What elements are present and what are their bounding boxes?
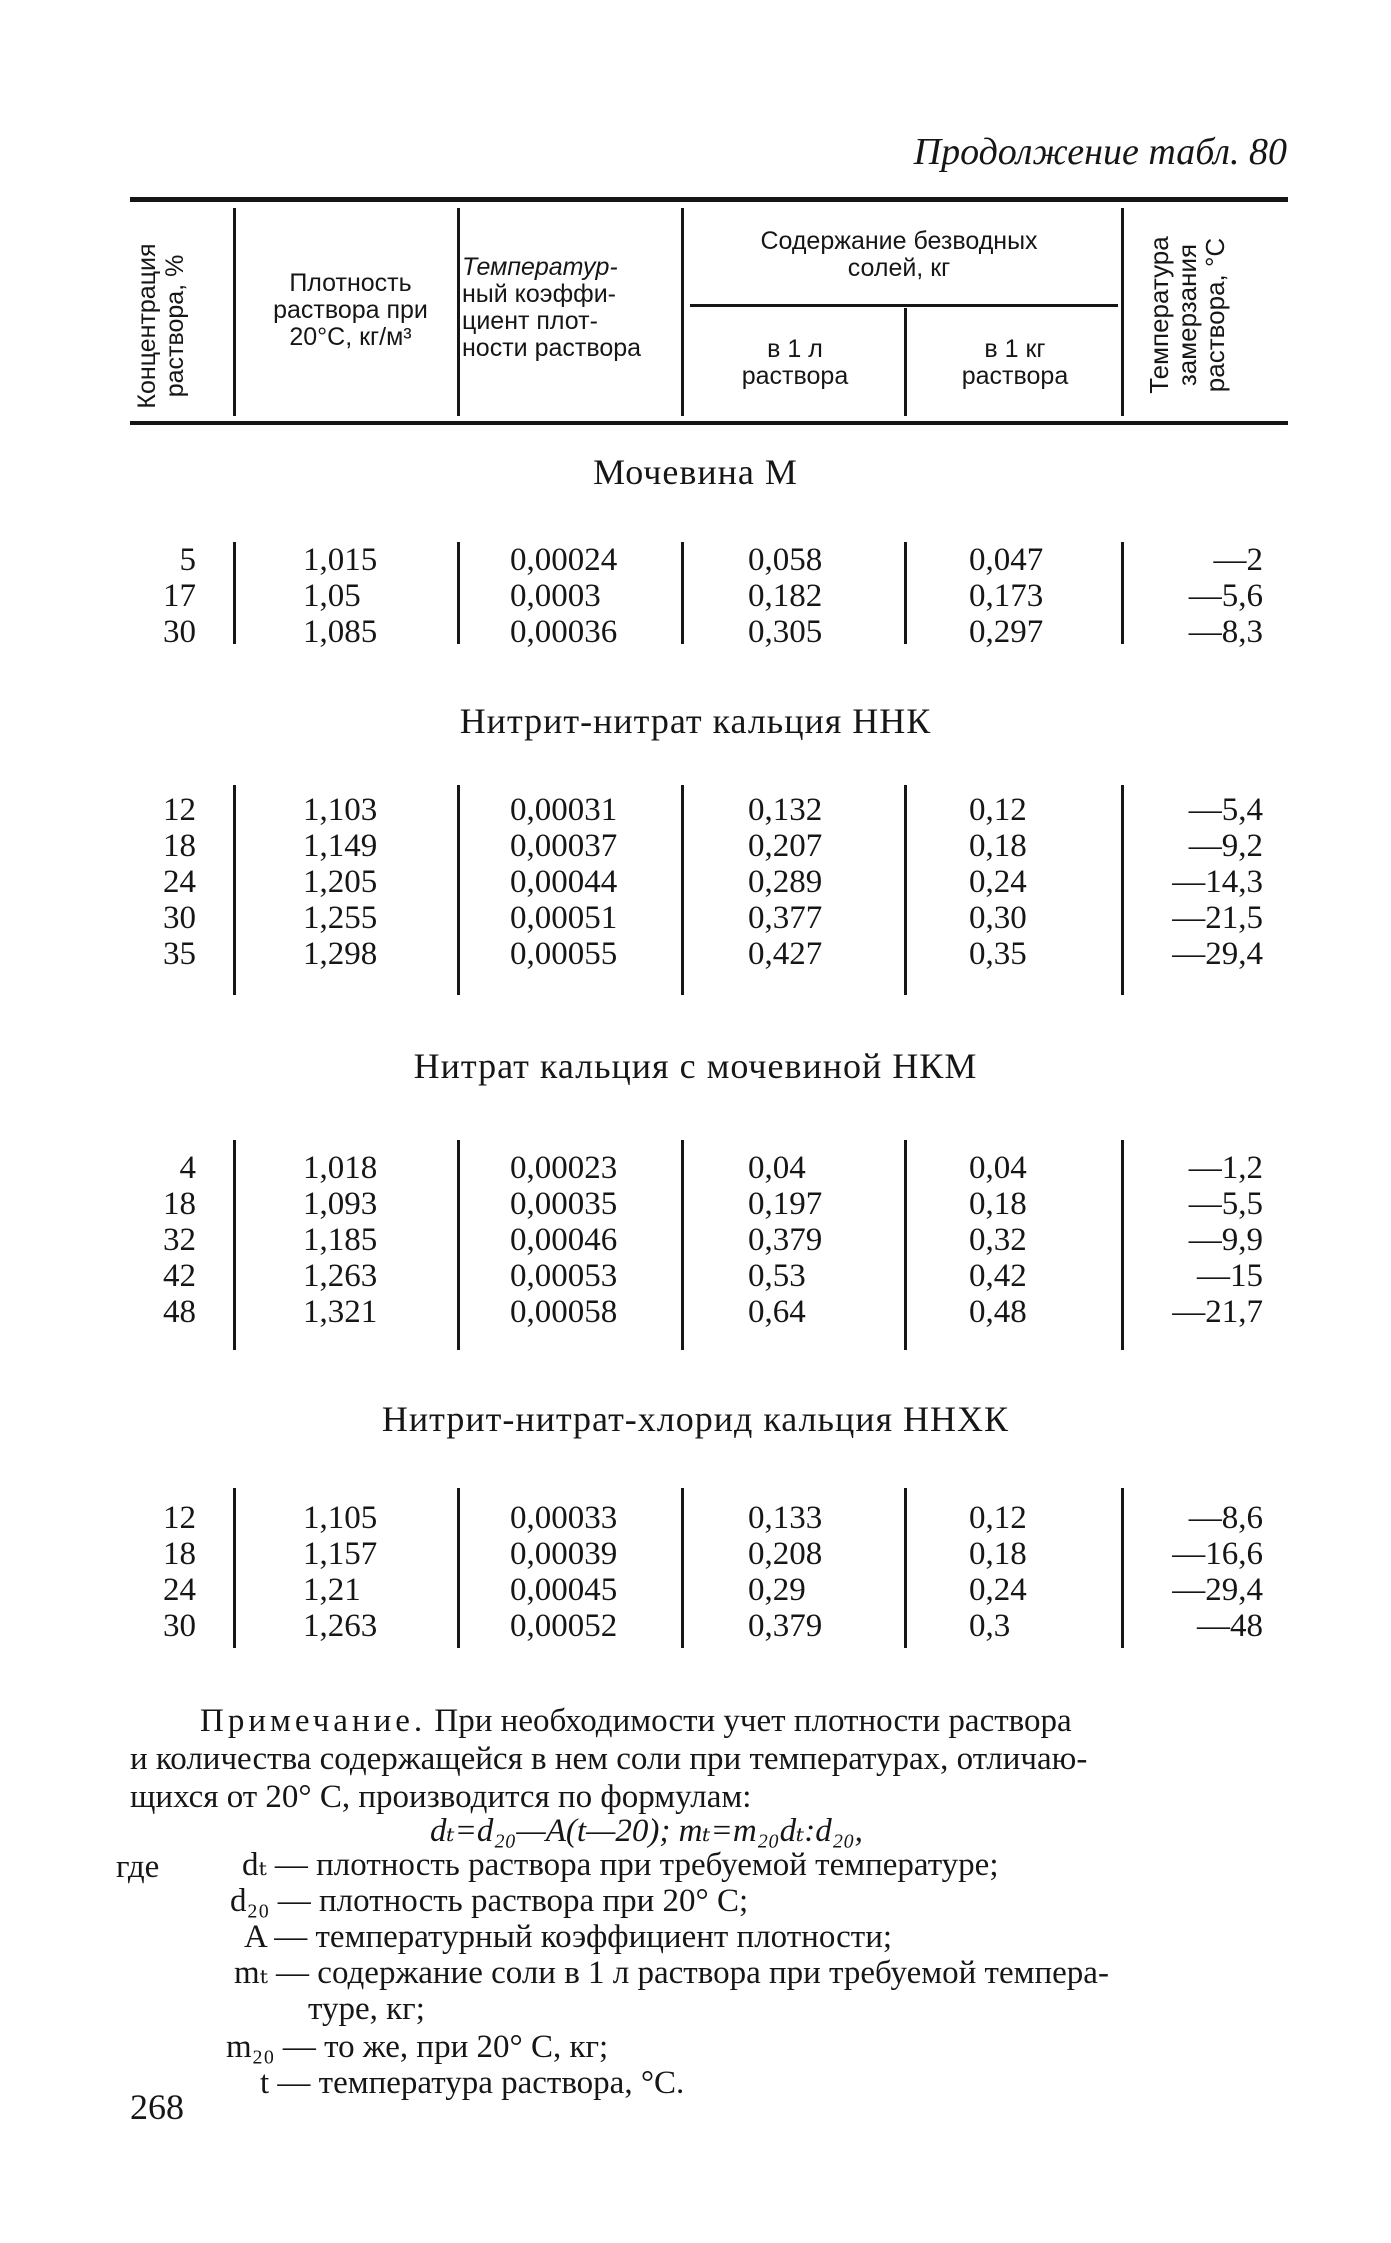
cell-temp-coefficient: 0,00023 — [510, 1150, 618, 1186]
cell-per-kg: 0,3 — [969, 1608, 1011, 1644]
cell-per-kg: 0,18 — [969, 1186, 1027, 1222]
header-temp-coefficient-line: Температур- — [462, 253, 618, 281]
header-temp-coefficient-line: ности раствора — [462, 334, 642, 362]
header-divider — [457, 208, 460, 416]
cell-freezing: —5,5 — [1188, 1186, 1263, 1222]
cell-temp-coefficient: 0,00039 — [510, 1536, 618, 1572]
cell-density: 1,321 — [303, 1294, 378, 1330]
cell-temp-coefficient: 0,00058 — [510, 1294, 618, 1330]
page-number: 268 — [130, 2087, 184, 2127]
cell-per-liter: 0,379 — [748, 1222, 823, 1258]
definition-a: A — температурный коэффициент плотности; — [244, 1919, 893, 1955]
cell-density: 1,298 — [303, 936, 378, 972]
cell-temp-coefficient: 0,00035 — [510, 1186, 618, 1222]
cell-concentration: 30 — [163, 1608, 196, 1644]
cell-per-kg: 0,04 — [969, 1150, 1027, 1186]
cell-temp-coefficient: 0,0003 — [510, 578, 601, 614]
cell-freezing: —5,6 — [1188, 578, 1263, 614]
table-row — [0, 1536, 1391, 1572]
table-header-rule — [130, 421, 1288, 425]
cell-density: 1,105 — [303, 1500, 378, 1536]
definition-d20: d₂₀ — плотность раствора при 20° С; — [230, 1883, 749, 1919]
cell-per-liter: 0,64 — [748, 1294, 806, 1330]
cell-per-liter: 0,305 — [748, 614, 823, 650]
cell-freezing: —2 — [1213, 542, 1263, 578]
cell-freezing: —5,4 — [1188, 792, 1263, 828]
cell-per-kg: 0,18 — [969, 828, 1027, 864]
cell-concentration: 35 — [163, 936, 196, 972]
cell-density: 1,157 — [303, 1536, 378, 1572]
cell-concentration: 12 — [163, 1500, 196, 1536]
table-row — [0, 792, 1391, 828]
cell-per-liter: 0,53 — [748, 1258, 806, 1294]
formula: dₜ=d₂₀—A(t—20); mₜ=m₂₀dₜ:d₂₀, — [430, 1813, 863, 1849]
header-density-line: 20°С, кг/м³ — [289, 323, 412, 351]
cell-temp-coefficient: 0,00024 — [510, 542, 618, 578]
cell-freezing: —29,4 — [1172, 1572, 1263, 1608]
cell-freezing: —1,2 — [1188, 1150, 1263, 1186]
cell-per-liter: 0,132 — [748, 792, 823, 828]
cell-concentration: 18 — [163, 828, 196, 864]
cell-freezing: —14,3 — [1172, 864, 1263, 900]
cell-freezing: —16,6 — [1172, 1536, 1263, 1572]
cell-per-kg: 0,32 — [969, 1222, 1027, 1258]
cell-per-liter: 0,29 — [748, 1572, 806, 1608]
cell-concentration: 42 — [163, 1258, 196, 1294]
cell-density: 1,149 — [303, 828, 378, 864]
cell-temp-coefficient: 0,00044 — [510, 864, 618, 900]
cell-concentration: 18 — [163, 1186, 196, 1222]
cell-per-kg: 0,297 — [969, 614, 1044, 650]
table-row — [0, 1222, 1391, 1258]
cell-per-liter: 0,058 — [748, 542, 823, 578]
cell-temp-coefficient: 0,00033 — [510, 1500, 618, 1536]
cell-concentration: 24 — [163, 1572, 196, 1608]
header-divider — [233, 208, 236, 416]
cell-temp-coefficient: 0,00046 — [510, 1222, 618, 1258]
footnote-text: При необходимости учет плотности раствора — [434, 1703, 1072, 1739]
cell-temp-coefficient: 0,00051 — [510, 900, 618, 936]
cell-per-kg: 0,35 — [969, 936, 1027, 972]
cell-freezing: —9,2 — [1188, 828, 1263, 864]
footnote-label: Примечание. — [200, 1703, 427, 1739]
cell-freezing: —29,4 — [1172, 936, 1263, 972]
cell-density: 1,185 — [303, 1222, 378, 1258]
definition-mt: mₜ — содержание соли в 1 л раствора при требуемой темпера- — [234, 1955, 1109, 1991]
cell-temp-coefficient: 0,00052 — [510, 1608, 618, 1644]
cell-freezing: —15 — [1197, 1258, 1263, 1294]
header-per-kg — [910, 336, 1120, 390]
cell-per-kg: 0,48 — [969, 1294, 1027, 1330]
table-row — [0, 900, 1391, 936]
header-density-line: Плотность — [289, 269, 412, 297]
table-row — [0, 1500, 1391, 1536]
cell-concentration: 12 — [163, 792, 196, 828]
section-title-urea: Мочевина М — [593, 452, 798, 492]
section-title-nnk: Нитрит-нитрат кальция ННК — [459, 701, 932, 741]
header-per-kg-line: в 1 кг — [984, 335, 1046, 363]
cell-freezing: —8,3 — [1188, 614, 1263, 650]
cell-per-liter: 0,04 — [748, 1150, 806, 1186]
cell-density: 1,018 — [303, 1150, 378, 1186]
table-continuation-caption: Продолжение табл. 80 — [913, 131, 1287, 173]
section-title-nkm: Нитрат кальция с мочевиной НКМ — [413, 1046, 978, 1086]
table-row — [0, 578, 1391, 614]
table-row — [0, 828, 1391, 864]
cell-density: 1,205 — [303, 864, 378, 900]
cell-per-kg: 0,24 — [969, 1572, 1027, 1608]
table-row — [0, 936, 1391, 972]
table-row — [0, 1258, 1391, 1294]
header-per-kg-line: раствора — [961, 362, 1069, 390]
cell-per-kg: 0,30 — [969, 900, 1027, 936]
footnote — [116, 1702, 1290, 2101]
cell-freezing: —21,5 — [1172, 900, 1263, 936]
cell-density: 1,255 — [303, 900, 378, 936]
cell-temp-coefficient: 0,00037 — [510, 828, 618, 864]
cell-per-liter: 0,379 — [748, 1608, 823, 1644]
cell-density: 1,093 — [303, 1186, 378, 1222]
header-freezing-line: замерзания — [1172, 243, 1202, 387]
definition-t: t — температура раствора, °С. — [260, 2065, 685, 2101]
header-divider — [904, 308, 907, 416]
cell-per-liter: 0,427 — [748, 936, 823, 972]
cell-per-liter: 0,133 — [748, 1500, 823, 1536]
cell-per-kg: 0,047 — [969, 542, 1044, 578]
header-density — [243, 270, 458, 351]
footnote-line: щихся от 20° С, производится по формулам: — [130, 1779, 752, 1815]
cell-temp-coefficient: 0,00055 — [510, 936, 618, 972]
header-salt-content — [690, 228, 1108, 282]
cell-per-kg: 0,24 — [969, 864, 1027, 900]
header-per-liter — [690, 336, 900, 390]
cell-concentration: 30 — [163, 614, 196, 650]
footnote-line — [200, 1702, 1072, 1740]
header-divider — [681, 208, 684, 416]
cell-per-liter: 0,182 — [748, 578, 823, 614]
header-salt-content-line: Содержание безводных — [760, 227, 1038, 255]
cell-per-liter: 0,208 — [748, 1536, 823, 1572]
header-concentration: Концентрация раствора, % — [133, 243, 189, 409]
cell-density: 1,085 — [303, 614, 378, 650]
table-row — [0, 864, 1391, 900]
table-row — [0, 542, 1391, 578]
cell-concentration: 48 — [163, 1294, 196, 1330]
cell-concentration: 30 — [163, 900, 196, 936]
cell-concentration: 4 — [179, 1150, 196, 1186]
cell-per-liter: 0,207 — [748, 828, 823, 864]
cell-temp-coefficient: 0,00036 — [510, 614, 618, 650]
table-row — [0, 1186, 1391, 1222]
cell-density: 1,015 — [303, 542, 378, 578]
cell-freezing: —9,9 — [1188, 1222, 1263, 1258]
table-top-rule — [130, 197, 1288, 202]
cell-per-kg: 0,18 — [969, 1536, 1027, 1572]
header-freezing-line: раствора, °С — [1200, 237, 1230, 393]
cell-freezing: —48 — [1197, 1608, 1263, 1644]
section-title-nnhk: Нитрит-нитрат-хлорид кальция ННХК — [381, 1399, 1010, 1439]
table-row — [0, 1294, 1391, 1330]
definition-mt-cont: туре, кг; — [308, 1991, 425, 2027]
cell-density: 1,103 — [303, 792, 378, 828]
cell-temp-coefficient: 0,00053 — [510, 1258, 618, 1294]
definition-m20: m₂₀ — то же, при 20° С, кг; — [226, 2029, 609, 2065]
table-row — [0, 1150, 1391, 1186]
cell-temp-coefficient: 0,00031 — [510, 792, 618, 828]
header-per-liter-line: в 1 л — [767, 335, 823, 363]
header-subdivider — [690, 304, 1118, 307]
header-density-line: раствора при — [273, 296, 428, 324]
cell-per-kg: 0,173 — [969, 578, 1044, 614]
cell-density: 1,05 — [303, 578, 361, 614]
cell-per-kg: 0,42 — [969, 1258, 1027, 1294]
table-row — [0, 614, 1391, 650]
cell-per-liter: 0,377 — [748, 900, 823, 936]
cell-concentration: 24 — [163, 864, 196, 900]
cell-density: 1,21 — [303, 1572, 361, 1608]
cell-per-kg: 0,12 — [969, 1500, 1027, 1536]
definition-dt: dₜ — плотность раствора при требуемой температуре; — [242, 1847, 999, 1883]
header-temp-coefficient-line: циент плот- — [462, 307, 598, 335]
header-temp-coefficient-line: ный коэффи- — [462, 280, 616, 308]
cell-freezing: —21,7 — [1172, 1294, 1263, 1330]
header-temp-coefficient — [462, 254, 674, 362]
cell-concentration: 32 — [163, 1222, 196, 1258]
header-per-liter-line: раствора — [741, 362, 849, 390]
header-salt-content-line: солей, кг — [847, 254, 951, 282]
table-row — [0, 1608, 1391, 1644]
cell-temp-coefficient: 0,00045 — [510, 1572, 618, 1608]
cell-per-liter: 0,197 — [748, 1186, 823, 1222]
cell-concentration: 18 — [163, 1536, 196, 1572]
table-row — [0, 1572, 1391, 1608]
header-divider — [1121, 208, 1124, 416]
header-freezing — [1145, 215, 1241, 415]
footnote-line: и количества содержащейся в нем соли при температурах, отличаю- — [130, 1741, 1088, 1777]
cell-freezing: —8,6 — [1188, 1500, 1263, 1536]
cell-density: 1,263 — [303, 1258, 378, 1294]
cell-concentration: 5 — [179, 542, 196, 578]
cell-concentration: 17 — [163, 578, 196, 614]
cell-per-liter: 0,289 — [748, 864, 823, 900]
cell-per-kg: 0,12 — [969, 792, 1027, 828]
header-freezing-line: Температура — [1144, 236, 1174, 394]
footnote-where: где — [116, 1849, 160, 1885]
cell-density: 1,263 — [303, 1608, 378, 1644]
